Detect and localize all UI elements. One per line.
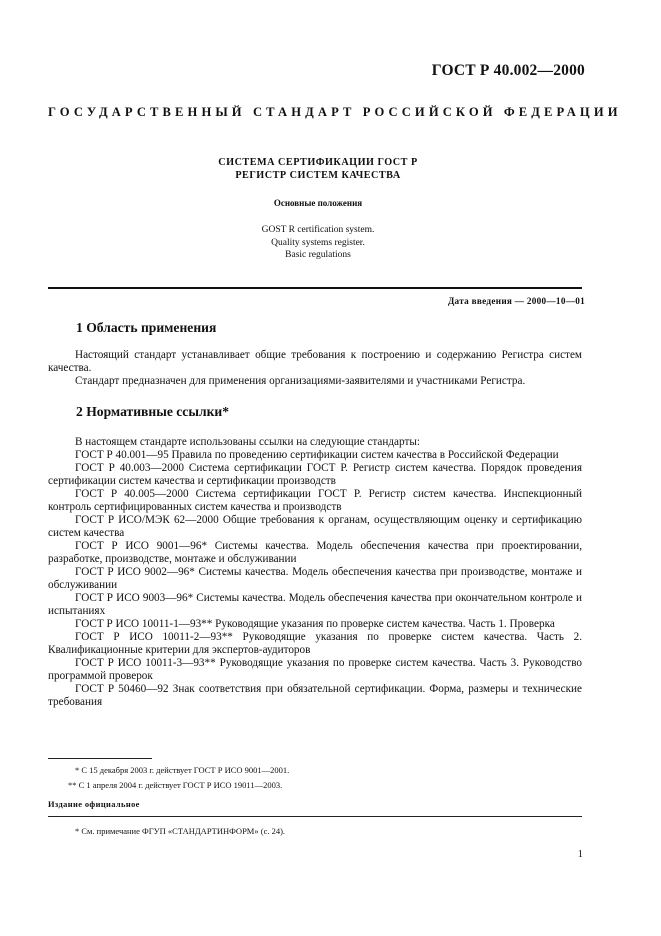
header-divider: [48, 287, 582, 289]
state-standard-banner: ГОСУДАРСТВЕННЫЙ СТАНДАРТ РОССИЙСКОЙ ФЕДЕРАЦИИ: [48, 105, 622, 119]
paragraph: Настоящий стандарт устанавливает общие требования к построению и содержанию Регистра систем качества.: [48, 349, 582, 374]
reference-item: ГОСТ Р ИСО 10011-2—93** Руководящие указания по проверке систем качества. Часть 2. Квалификационные критерии для экспертов-аудиторов: [48, 631, 582, 656]
paragraph: В настоящем стандарте использованы ссылки на следующие стандарты:: [75, 436, 420, 448]
publisher-note: * См. примечание ФГУП «СТАНДАРТИНФОРМ» (с. 24).: [75, 826, 286, 836]
footnotes: [48, 763, 582, 793]
section-2-heading: 2 Нормативные ссылки*: [76, 404, 230, 419]
footnote: * С 15 декабря 2003 г. действует ГОСТ Р ИСО 9001—2001.: [75, 765, 290, 775]
section-1-body: [48, 349, 582, 388]
reference-item: ГОСТ Р 40.001—95 Правила по проведению сертификации систем качества в Российской Федерации: [75, 449, 559, 461]
reference-item: ГОСТ Р 40.005—2000 Система сертификации ГОСТ Р. Регистр систем качества. Инспекционный контроль сертифицированных систем качества и производств: [48, 488, 582, 513]
title-block: [48, 156, 588, 262]
introduction-date: Дата введения — 2000—10—01: [447, 296, 585, 306]
english-title-line: Basic regulations: [285, 250, 351, 260]
title-line-2: РЕГИСТР СИСТЕМ КАЧЕСТВА: [235, 170, 401, 181]
subtitle: Основные положения: [273, 198, 363, 208]
footnote-divider: [48, 758, 152, 759]
edition-divider: [48, 816, 582, 817]
title-line-1: СИСТЕМА СЕРТИФИКАЦИИ ГОСТ Р: [218, 157, 418, 168]
footnote: ** С 1 апреля 2004 г. действует ГОСТ Р ИСО 19011—2003.: [68, 780, 283, 790]
page-number: 1: [577, 849, 583, 860]
edition-label: Издание официальное: [48, 800, 140, 809]
section-1-heading: 1 Область применения: [76, 320, 217, 335]
reference-item: ГОСТ Р ИСО 9002—96* Системы качества. Модель обеспечения качества при производстве, монтаже и обслуживании: [48, 566, 582, 591]
english-title-line: GOST R certification system.: [261, 225, 375, 235]
reference-item: ГОСТ Р ИСО/МЭК 62—2000 Общие требования к органам, осуществляющим оценку и сертификацию систем качества: [48, 514, 582, 539]
reference-item: ГОСТ Р ИСО 10011-1—93** Руководящие указания по проверке систем качества. Часть 1. Проверка: [75, 618, 555, 630]
paragraph: Стандарт предназначен для применения организациями-заявителями и участниками Регистра.: [75, 375, 526, 387]
english-title: [48, 224, 588, 262]
reference-item: ГОСТ Р ИСО 9001—96* Системы качества. Модель обеспечения качества при проектировании, разработке, производстве, монтаже и обслуживании: [48, 540, 582, 565]
reference-item: ГОСТ Р 50460—92 Знак соответствия при обязательной сертификации. Форма, размеры и технические требования: [48, 683, 582, 708]
section-2-body: [48, 436, 582, 709]
reference-item: ГОСТ Р 40.003—2000 Система сертификации ГОСТ Р. Регистр систем качества. Порядок проведения сертификации систем качества и сертификации производств: [48, 462, 582, 487]
reference-item: ГОСТ Р ИСО 10011-3—93** Руководящие указания по проверке систем качества. Часть 3. Руководство программой проверок: [48, 657, 582, 682]
document-code: ГОСТ Р 40.002—2000: [431, 62, 585, 79]
reference-item: ГОСТ Р ИСО 9003—96* Системы качества. Модель обеспечения качества при окончательном контроле и испытаниях: [48, 592, 582, 617]
english-title-line: Quality systems register.: [271, 237, 365, 248]
